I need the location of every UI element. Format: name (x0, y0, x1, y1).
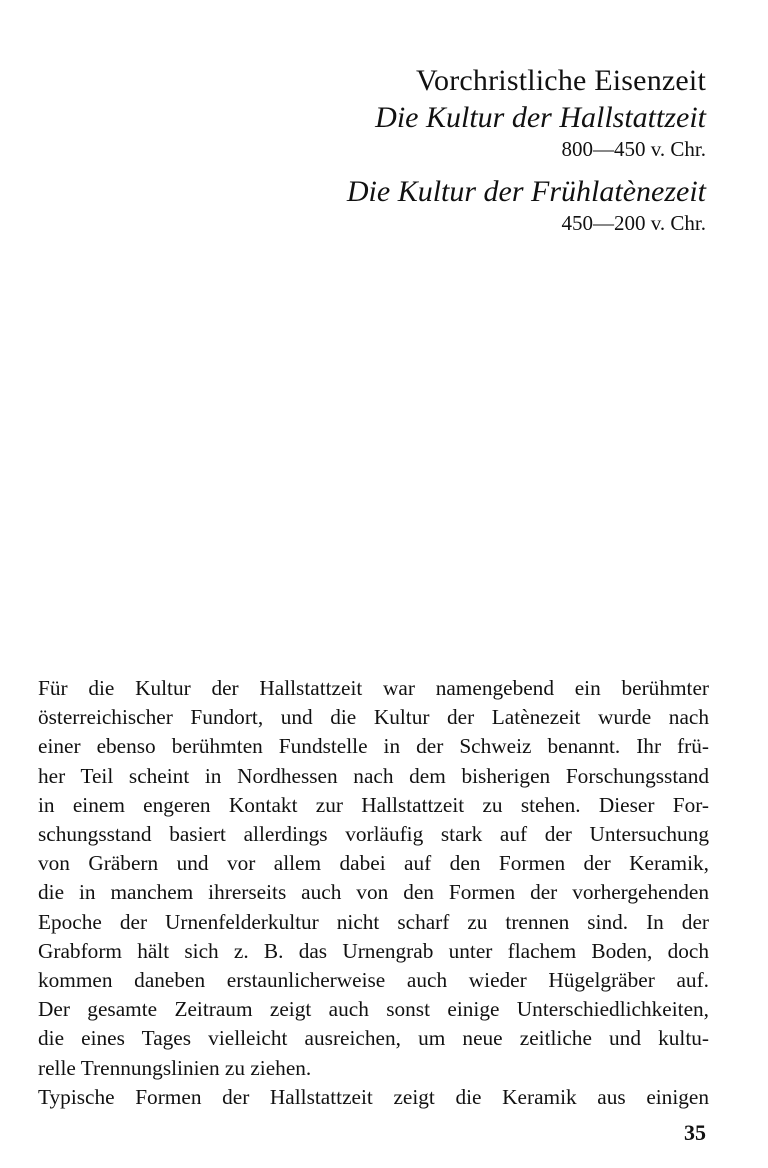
text-line: relle Trennungslinien zu ziehen. (38, 1055, 312, 1080)
date-range-hallstatt: 800—450 v. Chr. (561, 137, 706, 161)
chapter-heading (347, 62, 706, 248)
page-number: 35 (684, 1120, 706, 1145)
text-line: von Gräbern und vor allem dabei auf den Formen der Keramik, (38, 851, 709, 876)
date-range-fruehlatene: 450—200 v. Chr. (561, 211, 706, 235)
text-line: Epoche der Urnenfelderkultur nicht scharf zu trennen sind. In der (38, 909, 709, 934)
section-title-hallstatt: Die Kultur der Hallstattzeit (375, 101, 706, 134)
text-line: Grabform hält sich z. B. das Urnengrab unter flachem Boden, doch (38, 938, 709, 963)
text-line: her Teil scheint in Nordhessen nach dem bisherigen Forschungsstand (38, 763, 709, 788)
text-line: Der gesamte Zeitraum zeigt auch sonst einige Unterschiedlichkeiten, (38, 997, 709, 1022)
text-line: die eines Tages vielleicht ausreichen, um neue zeitliche und kultu- (38, 1026, 709, 1051)
text-line: österreichischer Fundort, und die Kultur der Latènezeit wurde nach (38, 705, 709, 730)
text-line: in einem engeren Kontakt zur Hallstattzeit zu stehen. Dieser For- (38, 792, 709, 817)
text-line: schungsstand basiert allerdings vorläufig stark auf der Untersuchung (38, 822, 709, 847)
text-line: kommen daneben erstaunlicherweise auch wieder Hügelgräber auf. (38, 968, 709, 993)
text-line: die in manchem ihrerseits auch von den Formen der vorhergehenden (38, 880, 709, 905)
text-line: Typische Formen der Hallstattzeit zeigt die Keramik aus einigen (38, 1084, 709, 1109)
text-line: einer ebenso berühmten Fundstelle in der Schweiz benannt. Ihr frü- (38, 734, 709, 759)
body-paragraph (38, 674, 709, 1112)
text-line: Für die Kultur der Hallstattzeit war namengebend ein berühmter (38, 676, 709, 700)
chapter-title: Vorchristliche Eisenzeit (416, 64, 706, 97)
section-title-fruehlatene: Die Kultur der Frühlatènezeit (346, 175, 706, 208)
